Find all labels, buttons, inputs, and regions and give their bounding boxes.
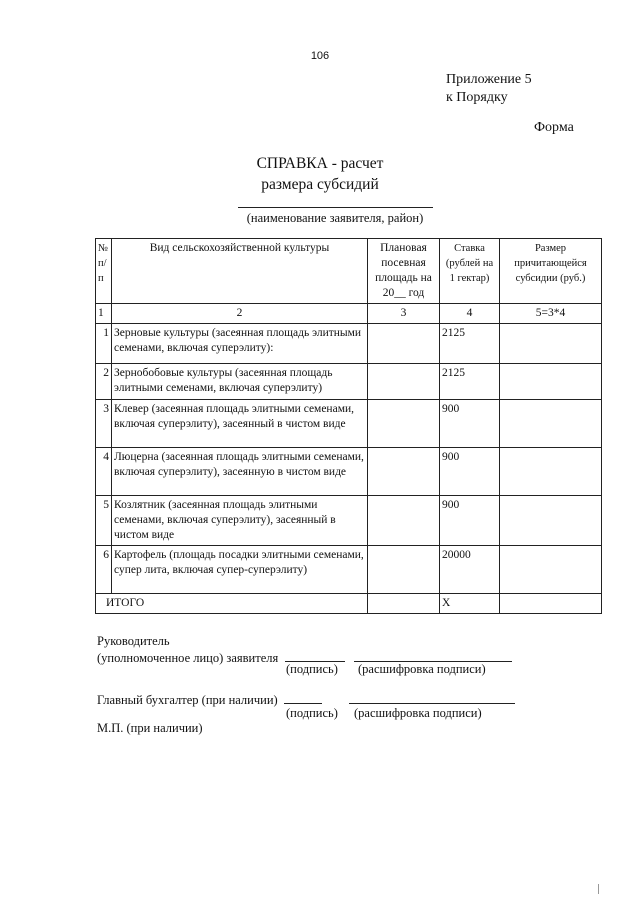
- total-subsidy[interactable]: [500, 594, 602, 614]
- row-crop: Зерновые культуры (засеянная площадь элитными семенами, включая суперэлиту):: [112, 324, 368, 364]
- row-crop: Козлятник (засеянная площадь элитными семенами, включая суперэлиту), засеянный в чистом виде: [112, 496, 368, 546]
- row-subsidy[interactable]: [500, 400, 602, 448]
- applicant-name-field[interactable]: [238, 207, 433, 208]
- subsidy-table: [95, 238, 602, 614]
- document-title: [180, 153, 460, 195]
- row-subsidy[interactable]: [500, 448, 602, 496]
- row-rate: 20000: [440, 546, 500, 594]
- index-cell: 4: [440, 304, 500, 324]
- row-num: 6: [96, 546, 112, 594]
- row-num: 4: [96, 448, 112, 496]
- total-label: ИТОГО: [96, 594, 368, 614]
- row-crop: Клевер (засеянная площадь элитными семенами, включая суперэлиту), засеянный в чистом виде: [112, 400, 368, 448]
- accountant-signature-field[interactable]: [284, 691, 322, 704]
- head-decode-caption: (расшифровка подписи): [358, 662, 486, 676]
- row-area[interactable]: [368, 364, 440, 400]
- header-area: Плановая посевная площадь на 20__ год: [368, 239, 440, 304]
- row-area[interactable]: [368, 400, 440, 448]
- index-cell: 2: [112, 304, 368, 324]
- accountant-sign-caption: (подпись): [286, 706, 338, 720]
- total-area[interactable]: [368, 594, 440, 614]
- row-num: 5: [96, 496, 112, 546]
- header-subsidy: Размер причитающейся субсидии (руб.): [500, 239, 602, 304]
- row-subsidy[interactable]: [500, 496, 602, 546]
- row-num: 1: [96, 324, 112, 364]
- head-label-line-2: (уполномоченное лицо) заявителя: [97, 651, 279, 665]
- table-row: [96, 448, 602, 496]
- row-area[interactable]: [368, 546, 440, 594]
- page-number: 106: [310, 50, 330, 62]
- row-rate: 900: [440, 496, 500, 546]
- appendix-line-2: к Порядку: [446, 90, 508, 105]
- row-area[interactable]: [368, 496, 440, 546]
- row-num: 3: [96, 400, 112, 448]
- row-rate: 2125: [440, 324, 500, 364]
- row-area[interactable]: [368, 324, 440, 364]
- applicant-caption: (наименование заявителя, район): [246, 211, 424, 225]
- accountant-decode-caption: (расшифровка подписи): [354, 706, 482, 720]
- header-num: № п/п: [96, 239, 112, 304]
- row-crop: Зернобобовые культуры (засеянная площадь элитными семенами, включая суперэлиту): [112, 364, 368, 400]
- title-line-2: размера субсидий: [261, 176, 379, 193]
- table-row: [96, 324, 602, 364]
- head-label-line-1: Руководитель: [97, 634, 170, 648]
- table-row: [96, 400, 602, 448]
- header-crop: Вид сельскохозяйственной культуры: [112, 239, 368, 304]
- index-cell: 3: [368, 304, 440, 324]
- row-crop: Картофель (площадь посадки элитными семенами, супер лита, включая супер-суперэлиту): [112, 546, 368, 594]
- row-num: 2: [96, 364, 112, 400]
- header-row: [96, 239, 602, 304]
- row-subsidy[interactable]: [500, 546, 602, 594]
- form-label: Форма: [534, 120, 574, 135]
- row-rate: 2125: [440, 364, 500, 400]
- scan-margin-mark: [598, 884, 599, 894]
- appendix-line-1: Приложение 5: [446, 72, 532, 87]
- header-rate: Ставка (рублей на 1 гектар): [440, 239, 500, 304]
- index-cell: 1: [96, 304, 112, 324]
- row-crop: Люцерна (засеянная площадь элитными семенами, включая суперэлиту), засеянную в чистом виде: [112, 448, 368, 496]
- head-sign-caption: (подпись): [286, 662, 338, 676]
- accountant-name-field[interactable]: [349, 691, 515, 704]
- row-rate: 900: [440, 448, 500, 496]
- row-subsidy[interactable]: [500, 364, 602, 400]
- stamp-note: М.П. (при наличии): [97, 721, 203, 735]
- accountant-label: Главный бухгалтер (при наличии): [97, 693, 278, 707]
- row-subsidy[interactable]: [500, 324, 602, 364]
- row-area[interactable]: [368, 448, 440, 496]
- total-row: [96, 594, 602, 614]
- table-row: [96, 546, 602, 594]
- index-cell: 5=3*4: [500, 304, 602, 324]
- title-line-1: СПРАВКА - расчет: [256, 155, 384, 172]
- table-row: [96, 364, 602, 400]
- appendix-note: [446, 71, 532, 107]
- total-rate: Х: [440, 594, 500, 614]
- index-row: [96, 304, 602, 324]
- table-row: [96, 496, 602, 546]
- row-rate: 900: [440, 400, 500, 448]
